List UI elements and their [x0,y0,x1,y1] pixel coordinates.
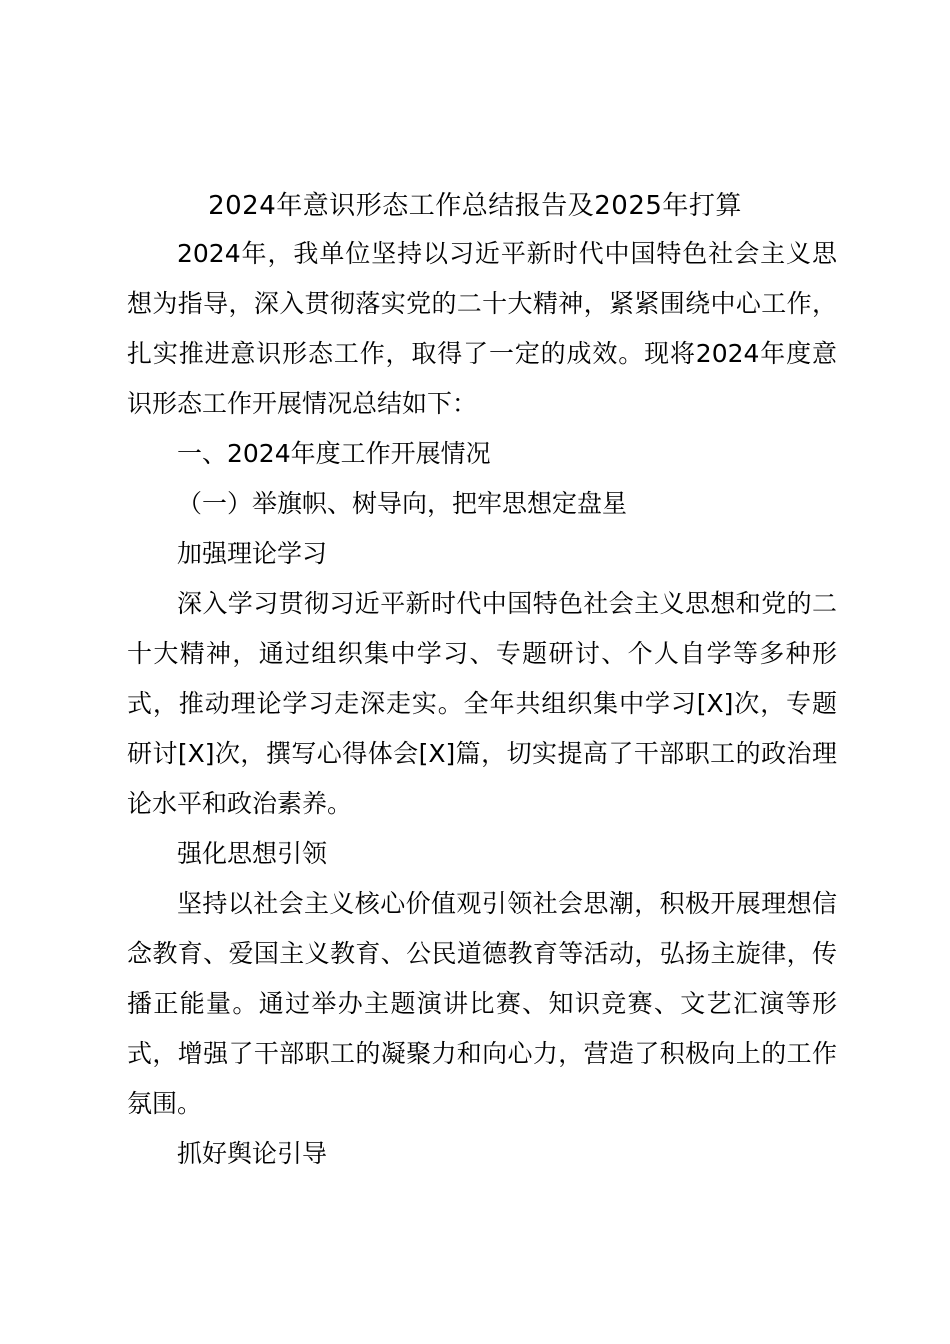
document-title: 2024年意识形态工作总结报告及2025年打算 [208,191,742,221]
subsection-heading: （一）举旗帜、树导向，把牢思想定盘星 [177,489,628,518]
item-body-block [127,579,837,829]
section-heading: 一、2024年度工作开展情况 [177,439,491,468]
item-heading-block [127,1129,837,1179]
item-heading-ideological-guidance: 强化思想引领 [177,839,328,868]
item-heading-block [127,829,837,879]
item-heading-public-opinion: 抓好舆论引导 [177,1139,328,1168]
item-heading-theory-study: 加强理论学习 [177,539,328,568]
subsection-heading-block [127,479,837,529]
intro-paragraph-block [127,229,837,429]
item-body-theory-study: 深入学习贯彻习近平新时代中国特色社会主义思想和党的二十大精神，通过组织集中学习、专题研讨、个人自学等多种形式，推动理论学习走深走实。全年共组织集中学习[X]次，专题研讨[X]次，撰写心得体会[X]篇，切实提高了干部职工的政治理论水平和政治素养。 [127,589,837,818]
intro-paragraph: 2024年，我单位坚持以习近平新时代中国特色社会主义思想为指导，深入贯彻落实党的二十大精神，紧紧围绕中心工作，扎实推进意识形态工作，取得了一定的成效。现将2024年度意识形态工作开展情况总结如下： [127,239,837,418]
item-body-block [127,879,837,1129]
section-heading-block [127,429,837,479]
item-heading-block [127,529,837,579]
item-body-ideological-guidance: 坚持以社会主义核心价值观引领社会思潮，积极开展理想信念教育、爱国主义教育、公民道德教育等活动，弘扬主旋律，传播正能量。通过举办主题演讲比赛、知识竞赛、文艺汇演等形式，增强了干部职工的凝聚力和向心力，营造了积极向上的工作氛围。 [127,889,837,1118]
